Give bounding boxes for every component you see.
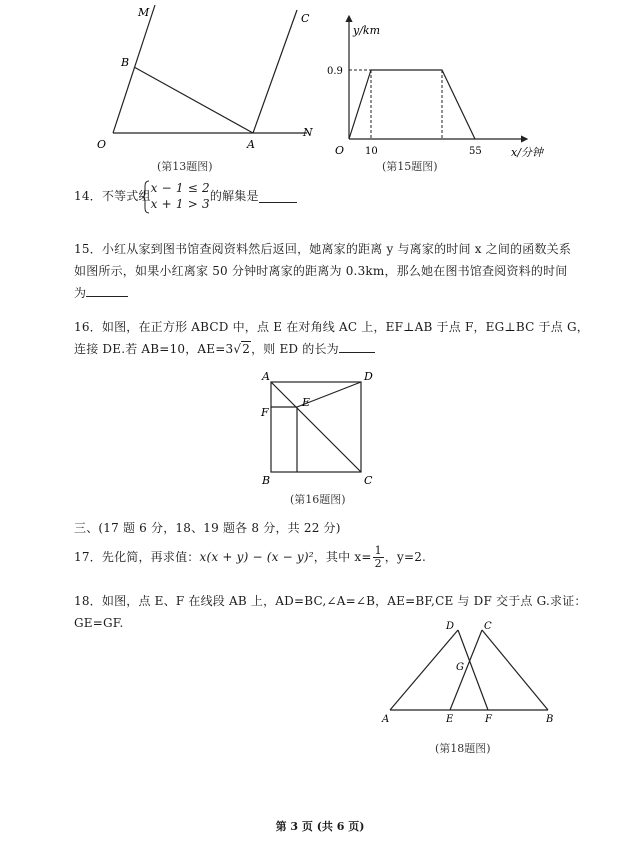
q15-line-3: 为 bbox=[74, 286, 87, 300]
label-C16: C bbox=[364, 474, 373, 487]
label-E18: E bbox=[446, 714, 454, 725]
label-B16: B bbox=[262, 474, 271, 487]
section-3-heading: 三、(17 题 6 分，18、19 题各 8 分，共 22 分) bbox=[74, 521, 341, 535]
q14-suffix: 的解集是 bbox=[209, 189, 259, 203]
question-17 bbox=[74, 545, 594, 570]
figure-15 bbox=[325, 0, 555, 165]
question-16 bbox=[74, 316, 594, 360]
label-B18: B bbox=[546, 714, 554, 725]
x-tick-label-10: 10 bbox=[365, 146, 378, 157]
q17-prefix: 17．先化简，再求值： bbox=[74, 550, 200, 564]
figure-16-caption: (第16题图) bbox=[290, 493, 346, 506]
q15-answer-blank[interactable] bbox=[86, 284, 128, 297]
inequality-system bbox=[151, 180, 210, 212]
q16-line-2a: 连接 DE.若 AB=10，AE=3 bbox=[74, 342, 234, 356]
y-axis-label: y/km bbox=[353, 24, 381, 37]
q17-suffix: ，y=2. bbox=[384, 550, 427, 564]
figure-18-caption: (第18题图) bbox=[435, 742, 491, 755]
inequality-1: x − 1 ≤ 2 bbox=[150, 181, 210, 195]
fraction-numerator: 1 bbox=[374, 544, 382, 557]
label-E16: E bbox=[302, 396, 311, 409]
x-axis-label: x/分钟 bbox=[511, 146, 543, 159]
sqrt-expression: √2 bbox=[233, 342, 251, 356]
q14-answer-blank[interactable] bbox=[259, 190, 297, 203]
fraction-denominator: 2 bbox=[374, 557, 382, 570]
q16-answer-blank[interactable] bbox=[339, 340, 375, 353]
q16-line-2b: ，则 ED 的长为 bbox=[251, 342, 339, 356]
question-14 bbox=[74, 180, 594, 212]
left-brace bbox=[142, 180, 150, 214]
label-B: B bbox=[121, 56, 130, 69]
label-G18: G bbox=[456, 662, 464, 673]
label-D18: D bbox=[446, 621, 455, 632]
q17-mid: ，其中 x= bbox=[313, 550, 372, 564]
label-N: N bbox=[303, 126, 313, 139]
label-D16: D bbox=[364, 370, 373, 383]
label-C: C bbox=[301, 12, 310, 25]
label-F18: F bbox=[485, 714, 492, 725]
q17-expression: x(x + y) − (x − y)² bbox=[199, 550, 314, 564]
figure-18 bbox=[378, 616, 568, 728]
label-A16: A bbox=[262, 370, 270, 383]
q15-line-2: 如图所示，如果小红离家 50 分钟时离家的距离为 0.3km，那么她在图书馆查阅资料的时间 bbox=[74, 264, 568, 278]
sqrt-radicand: 2 bbox=[242, 342, 251, 356]
x-tick-label-55: 55 bbox=[469, 146, 482, 157]
question-18: 18．如图，点 E、F 在线段 AB 上，AD=BC,∠A=∠B，AE=BF,CE 与 DF 交于点 G.求证：GE=GF. bbox=[74, 594, 587, 630]
page-footer: 第 3 页 (共 6 页) bbox=[275, 820, 365, 833]
label-M: M bbox=[138, 6, 150, 19]
label-A: A bbox=[247, 138, 255, 151]
q15-line-1: 15．小红从家到图书馆查阅资料然后返回，她离家的距离 y 与离家的时间 x 之间的函数关系 bbox=[74, 242, 572, 256]
q16-line-1: 16．如图，在正方形 ABCD 中，点 E 在对角线 AC 上，EF⊥AB 于点 F，EG⊥BC 于点 G， bbox=[74, 320, 589, 334]
figure-13-caption: (第13题图) bbox=[157, 160, 213, 173]
origin-label: O bbox=[335, 144, 345, 157]
q14-prefix: 14．不等式组 bbox=[74, 189, 151, 203]
inequality-2: x + 1 > 3 bbox=[150, 197, 210, 211]
label-C18: C bbox=[484, 621, 492, 632]
label-A18: A bbox=[382, 714, 390, 725]
label-O: O bbox=[97, 138, 107, 151]
figure-15-caption: (第15题图) bbox=[382, 160, 438, 173]
question-15 bbox=[74, 238, 594, 304]
figure-16 bbox=[258, 368, 388, 488]
fraction-one-half bbox=[373, 545, 384, 570]
figure-13 bbox=[85, 0, 325, 160]
label-F16: F bbox=[261, 406, 269, 419]
y-tick-label: 0.9 bbox=[327, 66, 343, 77]
